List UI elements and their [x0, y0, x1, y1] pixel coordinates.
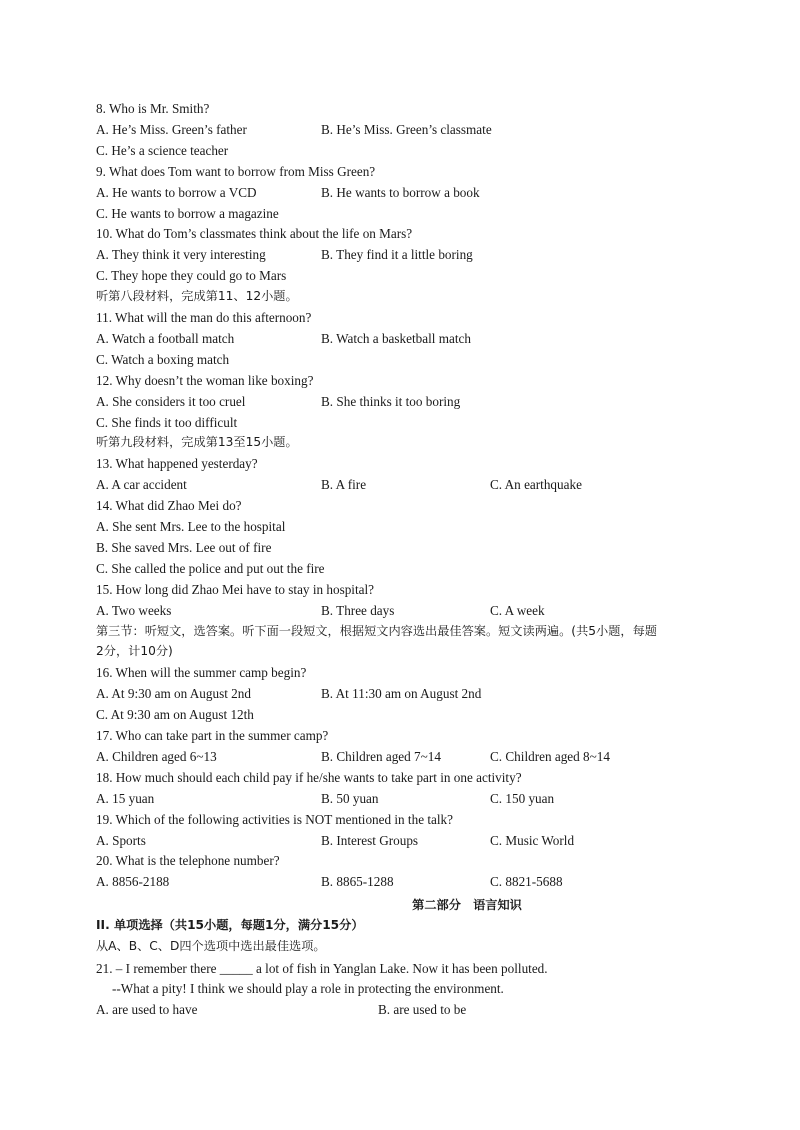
option-a: A. 15 yuan: [96, 791, 155, 806]
text-line: 2分，计10分): [96, 644, 173, 658]
option-a: A. Watch a football match: [96, 331, 235, 346]
question-stem: 17. Who can take part in the summer camp?: [96, 728, 329, 743]
question-stem: 10. What do Tom’s classmates think about the life on Mars?: [96, 226, 413, 241]
option-b: B. Three days: [321, 603, 395, 618]
option-c: C. 150 yuan: [490, 791, 555, 806]
text-line: C. She called the police and put out the fire: [96, 561, 325, 576]
option-c: C. Children aged 8~14: [490, 749, 610, 764]
option-a: A. Children aged 6~13: [96, 749, 217, 764]
option-a: A. 8856-2188: [96, 874, 170, 889]
question-stem: 12. Why doesn’t the woman like boxing?: [96, 373, 314, 388]
option-b: B. Watch a basketball match: [321, 331, 471, 346]
text-line: C. Watch a boxing match: [96, 352, 230, 367]
text-line: C. They hope they could go to Mars: [96, 268, 287, 283]
option-a: A. They think it very interesting: [96, 247, 266, 262]
option-a: A. He’s Miss. Green’s father: [96, 122, 247, 137]
question-21-reply: --What a pity! I think we should play a role in protecting the environment.: [112, 981, 504, 996]
question-stem: 15. How long did Zhao Mei have to stay in hospital?: [96, 582, 374, 597]
option-c: C. Music World: [490, 833, 575, 848]
option-c: C. An earthquake: [490, 477, 582, 492]
option-a: A. A car accident: [96, 477, 187, 492]
option-a: A. are used to have: [96, 1002, 198, 1017]
text-line: 第三节：听短文，选答案。听下面一段短文，根据短文内容选出最佳答案。短文读两遍。(共5小题，每题: [96, 624, 657, 638]
question-stem: 11. What will the man do this afternoon?: [96, 310, 312, 325]
option-b: B. He wants to borrow a book: [321, 185, 480, 200]
option-b: B. are used to be: [378, 1002, 467, 1017]
option-b: B. He’s Miss. Green’s classmate: [321, 122, 492, 137]
text-line: C. She finds it too difficult: [96, 415, 238, 430]
part-heading: 第二部分 语言知识: [412, 898, 522, 912]
text-line: 听第八段材料，完成第11、12小题。: [96, 289, 298, 303]
section-instruction: 从A、B、C、D四个选项中选出最佳选项。: [96, 939, 326, 953]
option-b: B. They find it a little boring: [321, 247, 473, 262]
option-a: A. She considers it too cruel: [96, 394, 246, 409]
option-b: B. 8865-1288: [321, 874, 394, 889]
option-b: B. Children aged 7~14: [321, 749, 441, 764]
section-title: II. 单项选择（共15小题，每题1分，满分15分）: [96, 918, 364, 932]
option-c: C. 8821-5688: [490, 874, 563, 889]
option-b: B. At 11:30 am on August 2nd: [321, 686, 482, 701]
option-a: A. Sports: [96, 833, 146, 848]
option-a: A. Two weeks: [96, 603, 172, 618]
text-line: B. She saved Mrs. Lee out of fire: [96, 540, 272, 555]
option-a: A. He wants to borrow a VCD: [96, 185, 257, 200]
text-line: C. He’s a science teacher: [96, 143, 229, 158]
question-stem: 19. Which of the following activities is NOT mentioned in the talk?: [96, 812, 453, 827]
question-stem: 20. What is the telephone number?: [96, 853, 280, 868]
question-stem: 18. How much should each child pay if he/she wants to take part in one activity?: [96, 770, 522, 785]
option-b: B. 50 yuan: [321, 791, 379, 806]
option-b: B. A fire: [321, 477, 367, 492]
text-line: C. At 9:30 am on August 12th: [96, 707, 254, 722]
option-b: B. Interest Groups: [321, 833, 419, 848]
text-line: C. He wants to borrow a magazine: [96, 206, 279, 221]
text-line: 听第九段材料，完成第13至15小题。: [96, 435, 298, 449]
question-21-stem: 21. – I remember there _____ a lot of fish in Yanglan Lake. Now it has been polluted.: [96, 961, 548, 976]
option-b: B. She thinks it too boring: [321, 394, 461, 409]
question-stem: 13. What happened yesterday?: [96, 456, 258, 471]
question-stem: 14. What did Zhao Mei do?: [96, 498, 242, 513]
question-stem: 8. Who is Mr. Smith?: [96, 101, 210, 116]
option-a: A. At 9:30 am on August 2nd: [96, 686, 251, 701]
question-stem: 16. When will the summer camp begin?: [96, 665, 307, 680]
option-c: C. A week: [490, 603, 545, 618]
text-line: A. She sent Mrs. Lee to the hospital: [96, 519, 286, 534]
question-stem: 9. What does Tom want to borrow from Miss Green?: [96, 164, 376, 179]
